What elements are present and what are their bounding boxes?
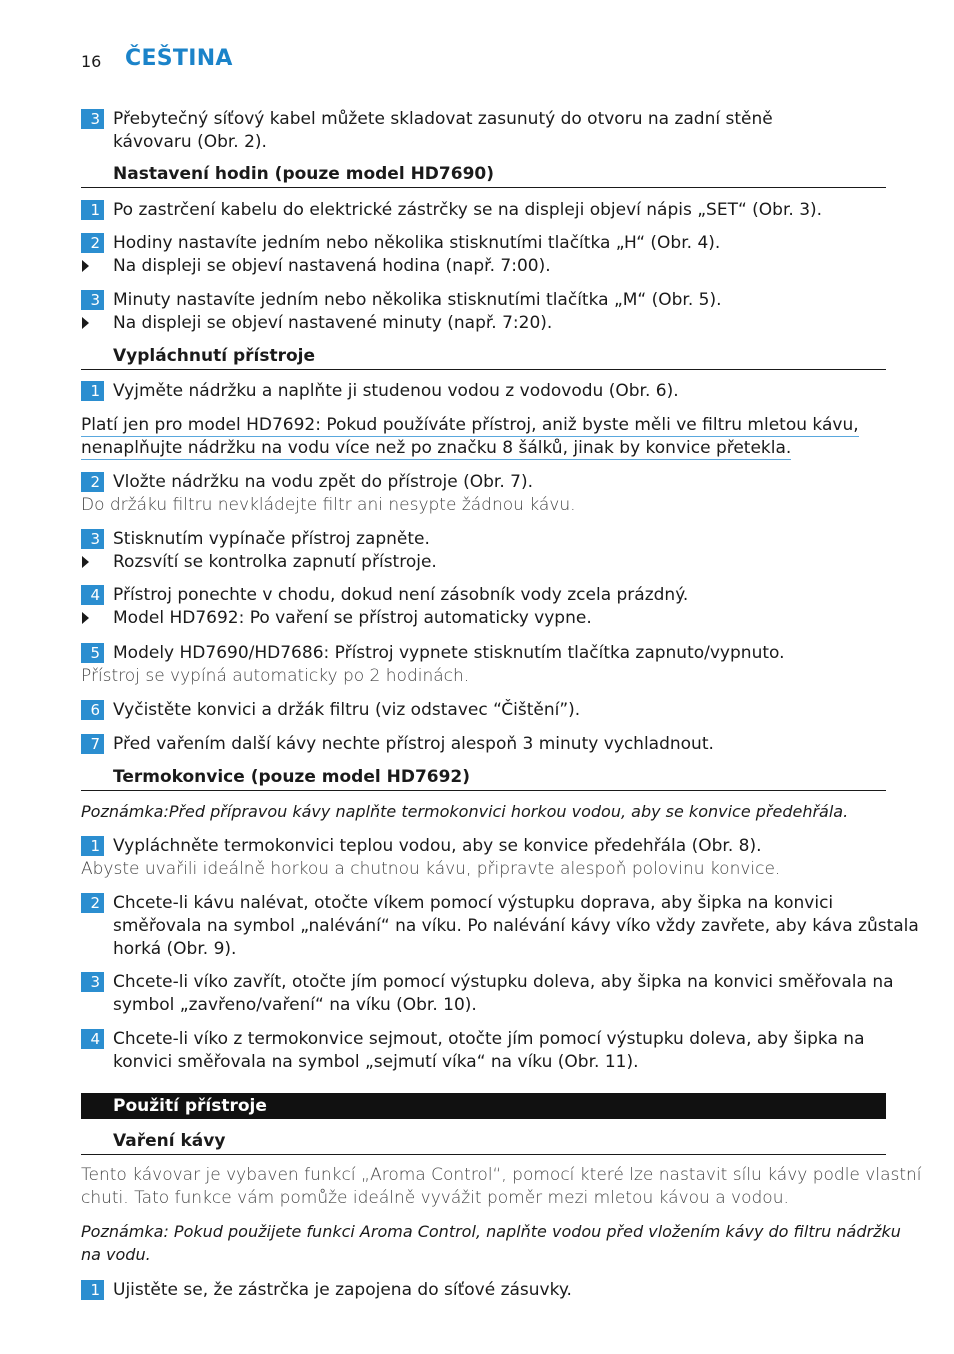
step-number-badge: 2	[81, 472, 104, 492]
note-text: Poznámka: Pokud použijete funkci Aroma Control, naplňte vodou před vložením kávy do filtru nádržku	[81, 1222, 901, 1241]
bullet-text: Na displeji se objeví nastavené minuty (např. 7:20).	[113, 313, 553, 333]
plain-text: Přístroj se vypíná automaticky po 2 hodinách.	[81, 666, 470, 686]
plain-text: Abyste uvařili ideálně horkou a chutnou kávu, připravte alespoň polovinu konvice.	[81, 859, 781, 879]
language-title: ČEŠTINA	[125, 46, 233, 71]
step-number-badge: 3	[81, 972, 104, 992]
sub-heading	[81, 1130, 886, 1155]
step-number-badge: 7	[81, 734, 104, 754]
step-text: Vyjměte nádržku a naplňte ji studenou vodou z vodovodu (Obr. 6).	[113, 381, 679, 401]
step-number-badge: 1	[81, 200, 104, 220]
bullet-triangle-icon	[82, 317, 89, 329]
step-text: Po zastrčení kabelu do elektrické zástrčky se na displeji objeví nápis „SET“ (Obr. 3).	[113, 200, 823, 220]
step-number-badge: 1	[81, 381, 104, 401]
step-text: Modely HD7690/HD7686: Přístroj vypnete stisknutím tlačítka zapnuto/vypnuto.	[113, 643, 785, 663]
sub-heading	[81, 345, 886, 370]
step-text: konvici směřovala na symbol „sejmutí víka“ na víku (Obr. 11).	[113, 1052, 639, 1072]
sub-heading-text: Termokonvice (pouze model HD7692)	[113, 767, 471, 787]
sub-heading-text: Vypláchnutí přístroje	[113, 346, 316, 366]
step-text: Chcete-li víko z termokonvice sejmout, otočte jím pomocí výstupku doleva, aby šipka na	[113, 1029, 865, 1049]
sub-heading-text: Nastavení hodin (pouze model HD7690)	[113, 164, 494, 184]
plain-text: Tento kávovar je vybaven funkcí „Aroma Control“, pomocí které lze nastavit sílu kávy podle vlastní	[81, 1165, 922, 1185]
step-text: Ujistěte se, že zástrčka je zapojena do síťové zásuvky.	[113, 1280, 572, 1300]
step-number-badge: 5	[81, 643, 104, 663]
step-text: Chcete-li kávu nalévat, otočte víkem pomocí výstupku doprava, aby šipka na konvici	[113, 893, 834, 913]
step-text: Hodiny nastavíte jedním nebo několika stisknutími tlačítka „H“ (Obr. 4).	[113, 233, 721, 253]
step-text: Vyčistěte konvici a držák filtru (viz odstavec “Čištění”).	[113, 700, 581, 720]
step-number-badge: 6	[81, 700, 104, 720]
step-number-badge: 4	[81, 585, 104, 605]
step-text: Stisknutím vypínače přístroj zapněte.	[113, 529, 430, 549]
step-number-badge: 3	[81, 529, 104, 549]
step-text: Minuty nastavíte jedním nebo několika stisknutími tlačítka „M“ (Obr. 5).	[113, 290, 722, 310]
section-heading-text: Použití přístroje	[113, 1096, 267, 1116]
step-text: Přístroj ponechte v chodu, dokud není zásobník vody zcela prázdný.	[113, 585, 689, 605]
note-text: Poznámka:Před přípravou kávy naplňte termokonvici horkou vodou, aby se konvice předehřála.	[81, 802, 849, 821]
step-text: Před vařením další kávy nechte přístroj alespoň 3 minuty vychladnout.	[113, 734, 714, 754]
step-text: horká (Obr. 9).	[113, 939, 237, 959]
step-text: Chcete-li víko zavřít, otočte jím pomocí výstupku doleva, aby šipka na konvici směřovala na	[113, 972, 894, 992]
step-number-badge: 2	[81, 233, 104, 253]
step-text: Přebytečný síťový kabel můžete skladovat zasunutý do otvoru na zadní stěně	[113, 109, 773, 129]
plain-text: Do držáku filtru nevkládejte filtr ani nesypte žádnou kávu.	[81, 495, 576, 515]
plain-text: chuti. Tato funkce vám pomůže ideálně vyvážit poměr mezi mletou kávou a vodou.	[81, 1188, 789, 1208]
sub-heading-text: Vaření kávy	[113, 1131, 226, 1151]
step-number-badge: 2	[81, 893, 104, 913]
step-text: Vložte nádržku na vodu zpět do přístroje (Obr. 7).	[113, 472, 533, 492]
bullet-triangle-icon	[82, 612, 89, 624]
bullet-text: Rozsvítí se kontrolka zapnutí přístroje.	[113, 552, 437, 572]
step-text: kávovaru (Obr. 2).	[113, 132, 267, 152]
step-number-badge: 4	[81, 1029, 104, 1049]
section-heading-bar	[81, 1093, 886, 1119]
step-number-badge: 3	[81, 290, 104, 310]
linked-text: nenaplňujte nádržku na vodu více než po značku 8 šálků, jinak by konvice přetekla.	[81, 438, 792, 458]
step-number-badge: 1	[81, 1280, 104, 1300]
page-number: 16	[81, 52, 102, 71]
step-number-badge: 3	[81, 109, 104, 129]
bullet-triangle-icon	[82, 260, 89, 272]
step-number-badge: 1	[81, 836, 104, 856]
note-text: na vodu.	[81, 1245, 151, 1264]
bullet-text: Model HD7692: Po vaření se přístroj automaticky vypne.	[113, 608, 592, 628]
bullet-text: Na displeji se objeví nastavená hodina (např. 7:00).	[113, 256, 551, 276]
linked-text: Platí jen pro model HD7692: Pokud používáte přístroj, aniž byste měli ve filtru mletou kávu,	[81, 415, 859, 435]
bullet-triangle-icon	[82, 556, 89, 568]
sub-heading	[81, 163, 886, 188]
sub-heading	[81, 766, 886, 791]
step-text: Vypláchněte termokonvici teplou vodou, aby se konvice předehřála (Obr. 8).	[113, 836, 762, 856]
step-text: směřovala na symbol „nalévání“ na víku. Po nalévání kávy víko vždy zavřete, aby káva zůstala	[113, 916, 919, 936]
step-text: symbol „zavřeno/vaření“ na víku (Obr. 10).	[113, 995, 477, 1015]
